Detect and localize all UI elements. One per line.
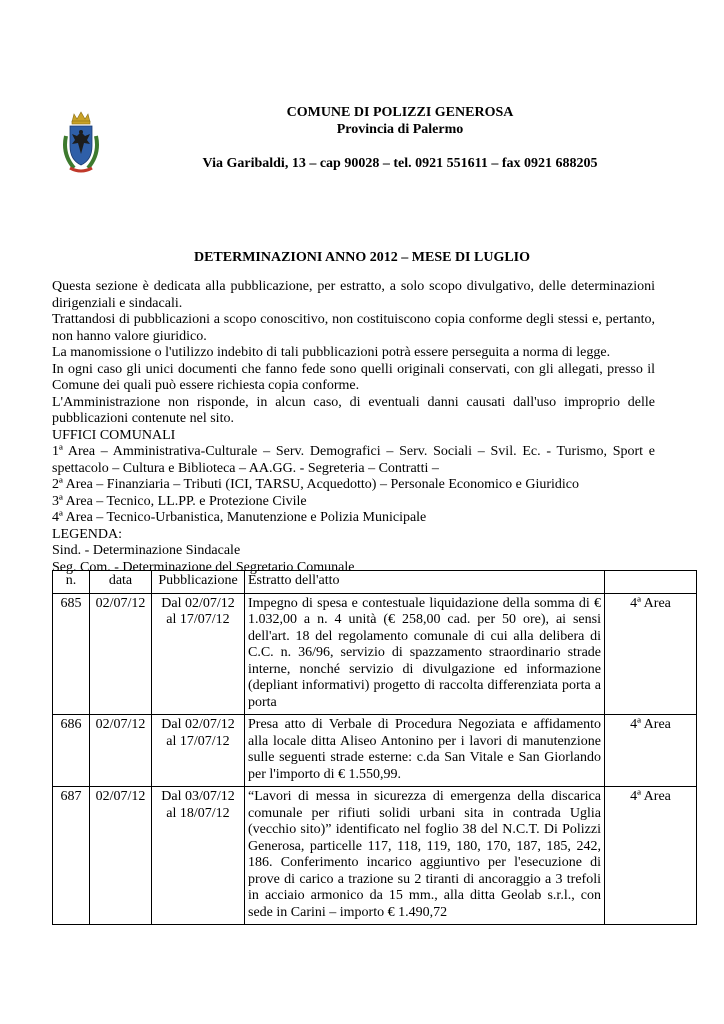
cell-n: 685 [53, 593, 90, 715]
pub-from: Dal 02/07/12 [161, 717, 235, 732]
determinazioni-table [52, 570, 697, 925]
cell-area: 4ª Area [605, 787, 697, 925]
legenda-item: Seg. Com. - Determinazione del Segretario Comunale [52, 559, 355, 575]
cell-estratto: Impegno di spesa e contestuale liquidazione della somma di € 1.032,00 a n. 4 unità (€ 258,00 cad. per 50 ore), ai sensi dell'art. 18 del regolamento comunale di cui alla delibera di C.C. n. 36/96, servizio di spazzamento straordinario strade interne, nonché servizio di divulgazione ed informazione (depliant informativi) progetto di raccolta differenziata porta a porta [245, 593, 605, 715]
header-area [605, 571, 697, 594]
area-item: 2ª Area – Finanziaria – Tributi (ICI, TARSU, Acquedotto) – Personale Economico e Giuridico [52, 477, 580, 492]
address-line: Via Garibaldi, 13 – cap 90028 – tel. 0921 551611 – fax 0921 688205 [202, 156, 598, 171]
cell-n: 687 [53, 787, 90, 925]
area-item: 4ª Area – Tecnico-Urbanistica, Manutenzione e Polizia Municipale [52, 510, 427, 525]
table-row [53, 715, 697, 787]
pub-to: al 18/07/12 [166, 805, 230, 821]
uffici-heading: UFFICI COMUNALI [52, 427, 176, 443]
pub-to: al 17/07/12 [166, 733, 230, 749]
cell-estratto: Presa atto di Verbale di Procedura Negoziata e affidamento alla locale ditta Aliseo Antonino per i lavori di manutenzione sulle seguenti strade esterne: c.da San Vitale e San Giorlando per l'importo di € 1.550,99. [245, 715, 605, 787]
intro-paragraph: La manomissione o l'utilizzo indebito di tali pubblicazioni potrà essere perseguita a norma di legge. [52, 345, 611, 360]
table-header-row [53, 571, 697, 594]
cell-area: 4ª Area [605, 593, 697, 715]
cell-data: 02/07/12 [90, 715, 152, 787]
letterhead [140, 104, 660, 172]
legenda-item: Sind. - Determinazione Sindacale [52, 543, 241, 558]
header-data: data [90, 571, 152, 594]
cell-data: 02/07/12 [90, 593, 152, 715]
cell-estratto: “Lavori di messa in sicurezza di emergenza della discarica comunale per rifiuti solidi urbani sita in contrada Uglia (vecchio sito)” identificato nel foglio 38 del N.C.T. Di Polizzi Generosa, particelle 117, 118, 119, 180, 170, 187, 185, 242, 186. Conferimento incarico aggiuntivo per l'esecuzione di prove di carico a trazione su 2 tiranti di ancoraggio a 3 trefoli in acciaio armonico da 15 mm., alla ditta Geolab s.r.l., con sede in Carini – importo € 1.490,72 [245, 787, 605, 925]
cell-n: 686 [53, 715, 90, 787]
intro-section [52, 279, 655, 576]
cell-pubblicazione [152, 787, 245, 925]
header-n: n. [53, 571, 90, 594]
table-row [53, 593, 697, 715]
cell-area: 4ª Area [605, 715, 697, 787]
header-pubblicazione: Pubblicazione [152, 571, 245, 594]
intro-paragraph: Questa sezione è dedicata alla pubblicazione, per estratto, a solo scopo divulgativo, delle determinazioni dirigenziali e sindacali. [52, 279, 655, 311]
intro-paragraph: In ogni caso gli unici documenti che fanno fede sono quelli originali conservati, con gli allegati, presso il Comune dei quali può essere richiesta copia conforme. [52, 361, 655, 393]
cell-data: 02/07/12 [90, 787, 152, 925]
provincia: Provincia di Palermo [336, 122, 464, 137]
coat-of-arms-icon [60, 110, 102, 176]
document-title: DETERMINAZIONI ANNO 2012 – MESE DI LUGLIO [193, 250, 531, 265]
cell-pubblicazione [152, 715, 245, 787]
pub-to: al 17/07/12 [166, 612, 230, 627]
intro-paragraph: L'Amministrazione non risponde, in alcun caso, di eventuali danni causati dall'uso improprio delle pubblicazioni contenute nel sito. [52, 394, 655, 426]
header-estratto: Estratto dell'atto [245, 571, 605, 594]
area-item: 3ª Area – Tecnico, LL.PP. e Protezione Civile [52, 493, 307, 509]
intro-paragraph: Trattandosi di pubblicazioni a scopo conoscitivo, non costituiscono copia conforme degli stessi e, pertanto, non hanno valore giuridico. [52, 312, 655, 344]
area-item: 1ª Area – Amministrativa-Culturale – Serv. Demografici – Serv. Sociali – Svil. Ec. - Turismo, Sport e spettacolo – Cultura e Biblioteca – AA.GG. - Segreteria – Contratti – [52, 444, 655, 476]
pub-from: Dal 03/07/12 [161, 789, 235, 804]
table-row [53, 787, 697, 925]
pub-from: Dal 02/07/12 [161, 595, 235, 611]
comune-name: COMUNE DI POLIZZI GENEROSA [286, 105, 514, 120]
legenda-heading: LEGENDA: [52, 526, 122, 542]
cell-pubblicazione [152, 593, 245, 715]
